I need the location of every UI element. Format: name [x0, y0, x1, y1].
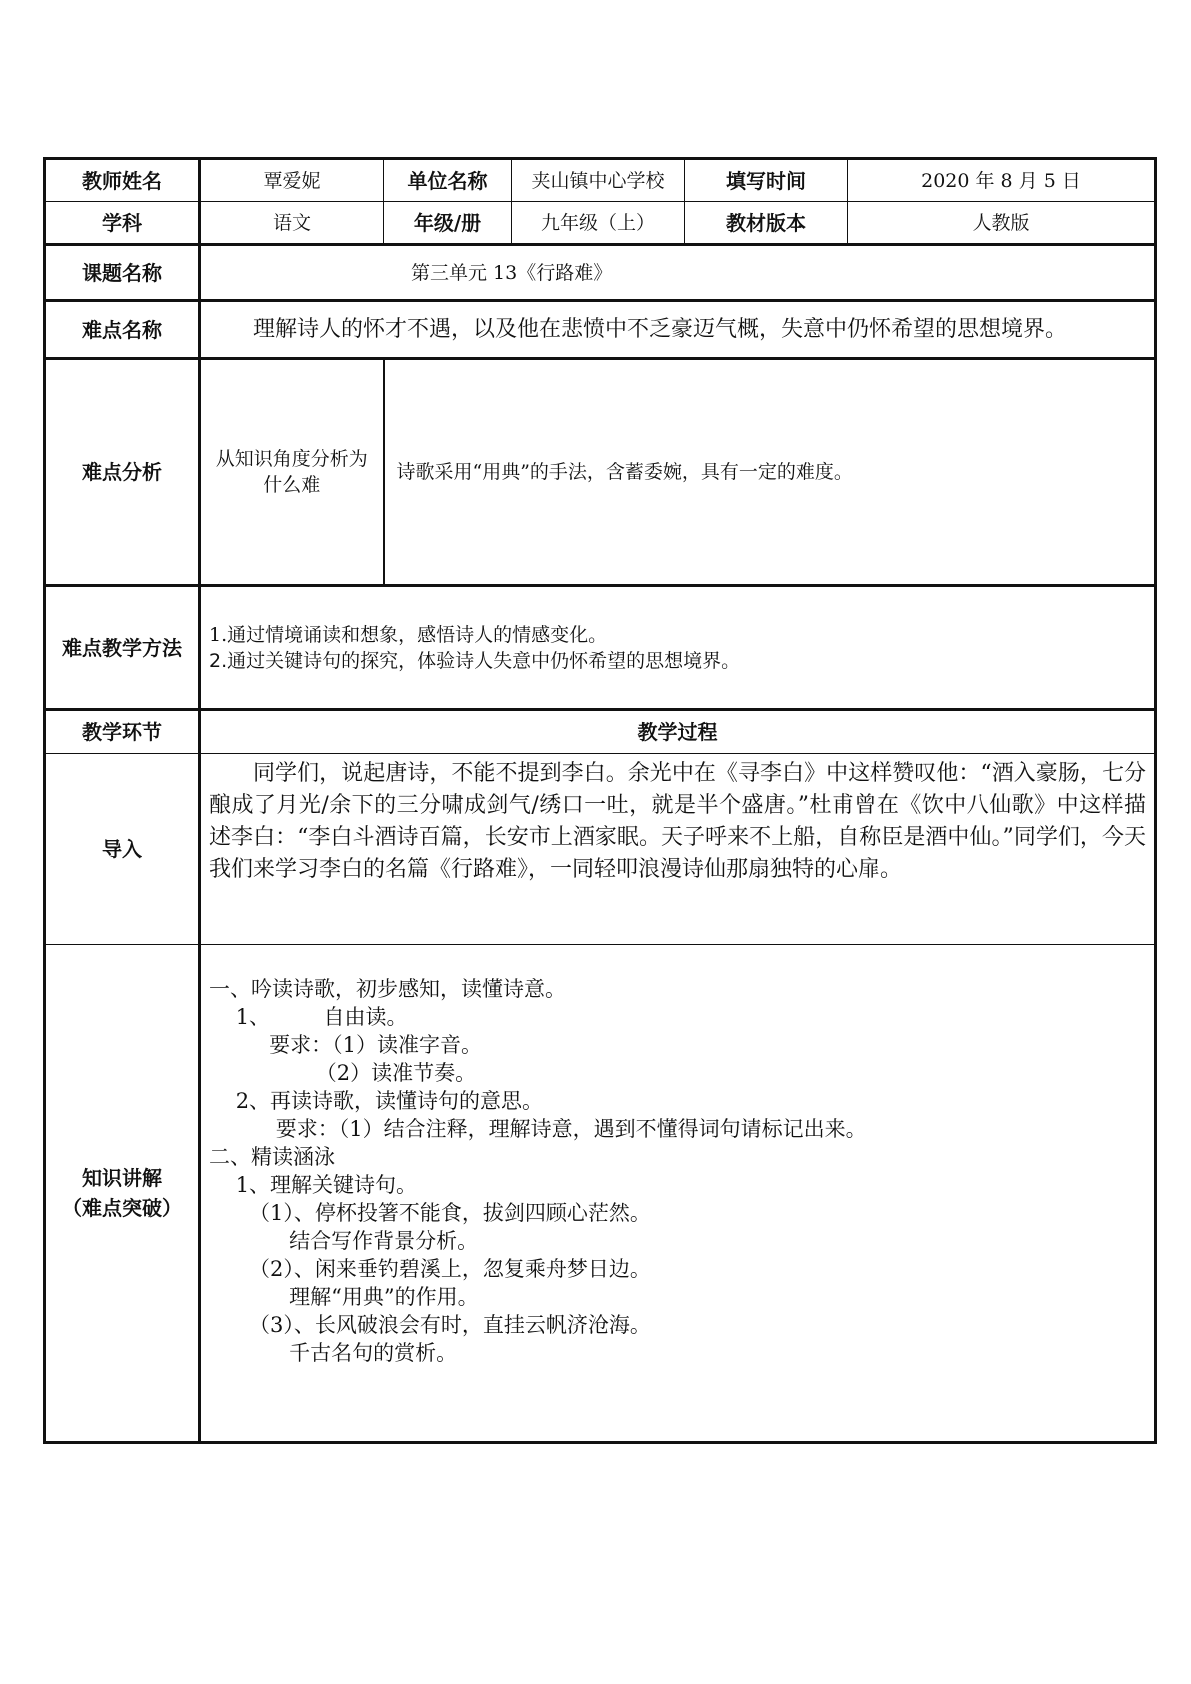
knowledge-line: （1）、停杯投箸不能食，拔剑四顾心茫然。 [209, 1201, 651, 1225]
knowledge-line: 理解“用典”的作用。 [209, 1285, 479, 1309]
topic-row [45, 245, 1156, 301]
method-line-2: 2.通过关键诗句的探究，体验诗人失意中仍怀希望的思想境界。 [209, 649, 741, 672]
topic-label: 课题名称 [45, 245, 200, 301]
difficulty-value: 理解诗人的怀才不遇，以及他在悲愤中不乏豪迈气概，失意中仍怀希望的思想境界。 [200, 301, 1156, 359]
lesson-plan-sheet [43, 157, 1154, 1444]
knowledge-label [45, 945, 200, 1443]
date-label: 填写时间 [685, 159, 848, 202]
analysis-row [45, 359, 1156, 586]
difficulty-row [45, 301, 1156, 359]
process-header-row [45, 710, 1156, 754]
process-label: 教学过程 [200, 710, 1156, 754]
date-value: 2020 年 8 月 5 日 [848, 159, 1156, 202]
lesson-plan-table [43, 157, 1157, 1444]
knowledge-line: 一、吟读诗歌，初步感知，读懂诗意。 [209, 977, 566, 1001]
knowledge-label-line-2: （难点突破） [62, 1196, 182, 1220]
edition-value: 人教版 [848, 202, 1156, 245]
header-row-1 [45, 159, 1156, 202]
analysis-sub-label: 从知识角度分析为什么难 [200, 359, 384, 586]
header-row-2 [45, 202, 1156, 245]
analysis-value: 诗歌采用“用典”的手法，含蓄委婉，具有一定的难度。 [384, 359, 1156, 586]
knowledge-line: 结合写作背景分析。 [209, 1229, 479, 1253]
teacher-value: 覃爱妮 [200, 159, 384, 202]
knowledge-line: 2、再读诗歌，读懂诗句的意思。 [209, 1089, 544, 1113]
intro-label: 导入 [45, 754, 200, 945]
grade-label: 年级/册 [384, 202, 512, 245]
subject-value: 语文 [200, 202, 384, 245]
knowledge-line: （2）读准节奏。 [209, 1061, 477, 1085]
teacher-label: 教师姓名 [45, 159, 200, 202]
knowledge-line: 1、 自由读。 [209, 1005, 408, 1029]
analysis-label: 难点分析 [45, 359, 200, 586]
topic-value: 第三单元 13《行路难》 [200, 245, 1156, 301]
unit-label: 单位名称 [384, 159, 512, 202]
method-line-1: 1.通过情境诵读和想象，感悟诗人的情感变化。 [209, 623, 608, 646]
unit-value: 夹山镇中心学校 [512, 159, 685, 202]
method-cell [200, 586, 1156, 710]
method-label: 难点教学方法 [45, 586, 200, 710]
knowledge-line: 二、精读涵泳 [209, 1145, 335, 1169]
knowledge-row [45, 945, 1156, 1443]
knowledge-label-line-1: 知识讲解 [82, 1166, 162, 1190]
knowledge-line: （3）、长风破浪会有时，直挂云帆济沧海。 [209, 1313, 651, 1337]
knowledge-line: 要求：（1）结合注释，理解诗意，遇到不懂得词句请标记出来。 [209, 1117, 867, 1141]
knowledge-line: （2）、闲来垂钓碧溪上，忽复乘舟梦日边。 [209, 1257, 651, 1281]
process-stage-label: 教学环节 [45, 710, 200, 754]
intro-text: 同学们，说起唐诗，不能不提到李白。余光中在《寻李白》中这样赞叹他：“酒入豪肠，七分酿成了月光/余下的三分啸成剑气/绣口一吐，就是半个盛唐。”杜甫曾在《饮中八仙歌》中这样描述李白：“李白斗酒诗百篇，长安市上酒家眠。天子呼来不上船，自称臣是酒中仙。”同学们，今天我们来学习李白的名篇《行路难》，一同轻叩浪漫诗仙那扇独特的心扉。 [200, 754, 1156, 945]
grade-value: 九年级（上） [512, 202, 685, 245]
knowledge-content [200, 945, 1156, 1443]
intro-row [45, 754, 1156, 945]
subject-label: 学科 [45, 202, 200, 245]
knowledge-line: 要求：（1）读准字音。 [209, 1033, 482, 1057]
knowledge-line: 1、理解关键诗句。 [209, 1173, 418, 1197]
method-row [45, 586, 1156, 710]
difficulty-label: 难点名称 [45, 301, 200, 359]
knowledge-last-line: 千古名句的赏析。 [209, 1341, 458, 1365]
edition-label: 教材版本 [685, 202, 848, 245]
